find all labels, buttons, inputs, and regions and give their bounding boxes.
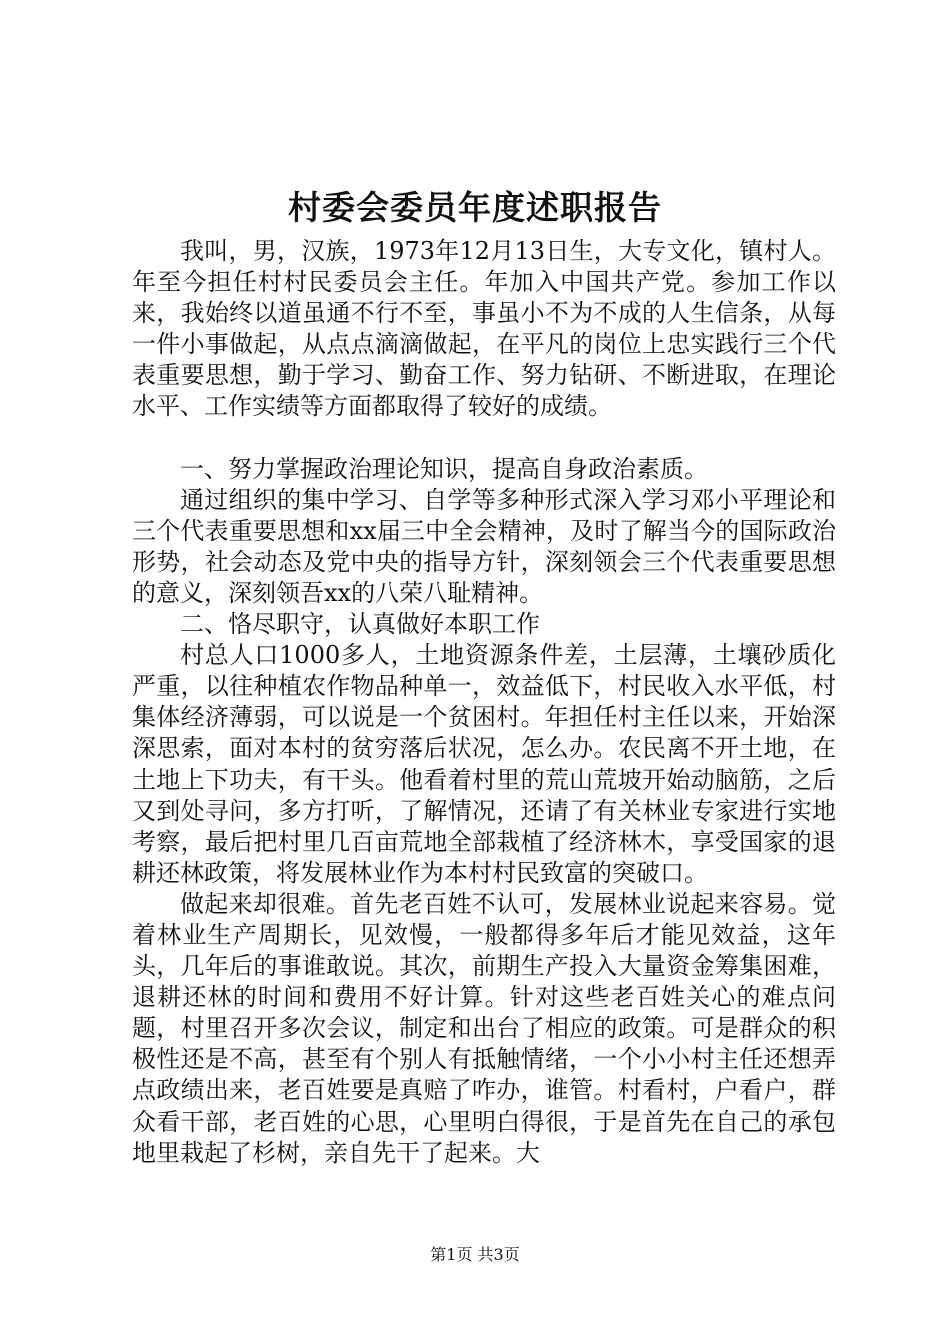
section-heading-2: 二、恪尽职守，认真做好本职工作 (180, 610, 540, 639)
page-footer: 第1页 共3页 (430, 1245, 520, 1264)
document-body (132, 236, 836, 1169)
section-heading-1: 一、努力掌握政治理论知识，提高自身政治素质。 (180, 454, 708, 483)
paragraph-section-2-b: 做起来却很难。首先老百姓不认可，发展林业说起来容易。觉着林业生产周期长，见效慢，一般都得多年后才能见效益，这年头，几年后的事谁敢说。其次，前期生产投入大量资金筹集困难，退耕还林的时间和费用不好计算。针对这些老百姓关心的难点问题，村里召开多次会议，制定和出台了相应的政策。可是群众的积极性还是不高，甚至有个别人有抵触情绪，一个小小村主任还想弄点政绩出来，老百姓要是真赔了咋办，谁管。村看村，户看户，群众看干部，老百姓的心思，心里明白得很，于是首先在自己的承包地里栽起了杉树，亲自先干了起来。大 (132, 889, 836, 1167)
paragraph-section-2-a: 村总人口1000多人，土地资源条件差，土层薄，土壤砂质化严重，以往种植农作物品种单一，效益低下，村民收入水平低，村集体经济薄弱，可以说是一个贫困村。年担任村主任以来，开始深深思索，面对本村的贫穷落后状况，怎么办。农民离不开土地，在土地上下功夫，有干头。他看着村里的荒山荒坡开始动脑筋，之后又到处寻问，多方打听，了解情况，还请了有关林业专家进行实地考察，最后把村里几百亩荒地全部栽植了经济林木，享受国家的退耕还林政策，将发展林业作为本村村民致富的突破口。 (132, 641, 836, 887)
document-title: 村委会委员年度述职报告 (288, 188, 662, 227)
paragraph-intro: 我叫，男，汉族，1973年12月13日生，大专文化，镇村人。年至今担任村村民委员会主任。年加入中国共产党。参加工作以来，我始终以道虽通不行不至，事虽小不为不成的人生信条，从每一件小事做起，从点点滴滴做起，在平凡的岗位上忠实践行三个代表重要思想，勤于学习、勤奋工作、努力钻研、不断进取，在理论水平、工作实绩等方面都取得了较好的成绩。 (132, 237, 836, 421)
paragraph-section-1: 通过组织的集中学习、自学等多种形式深入学习邓小平理论和三个代表重要思想和xx届三中全会精神，及时了解当今的国际政治形势，社会动态及党中央的指导方针，深刻领会三个代表重要思想的意义，深刻领吾xx的八荣八耻精神。 (132, 485, 836, 607)
